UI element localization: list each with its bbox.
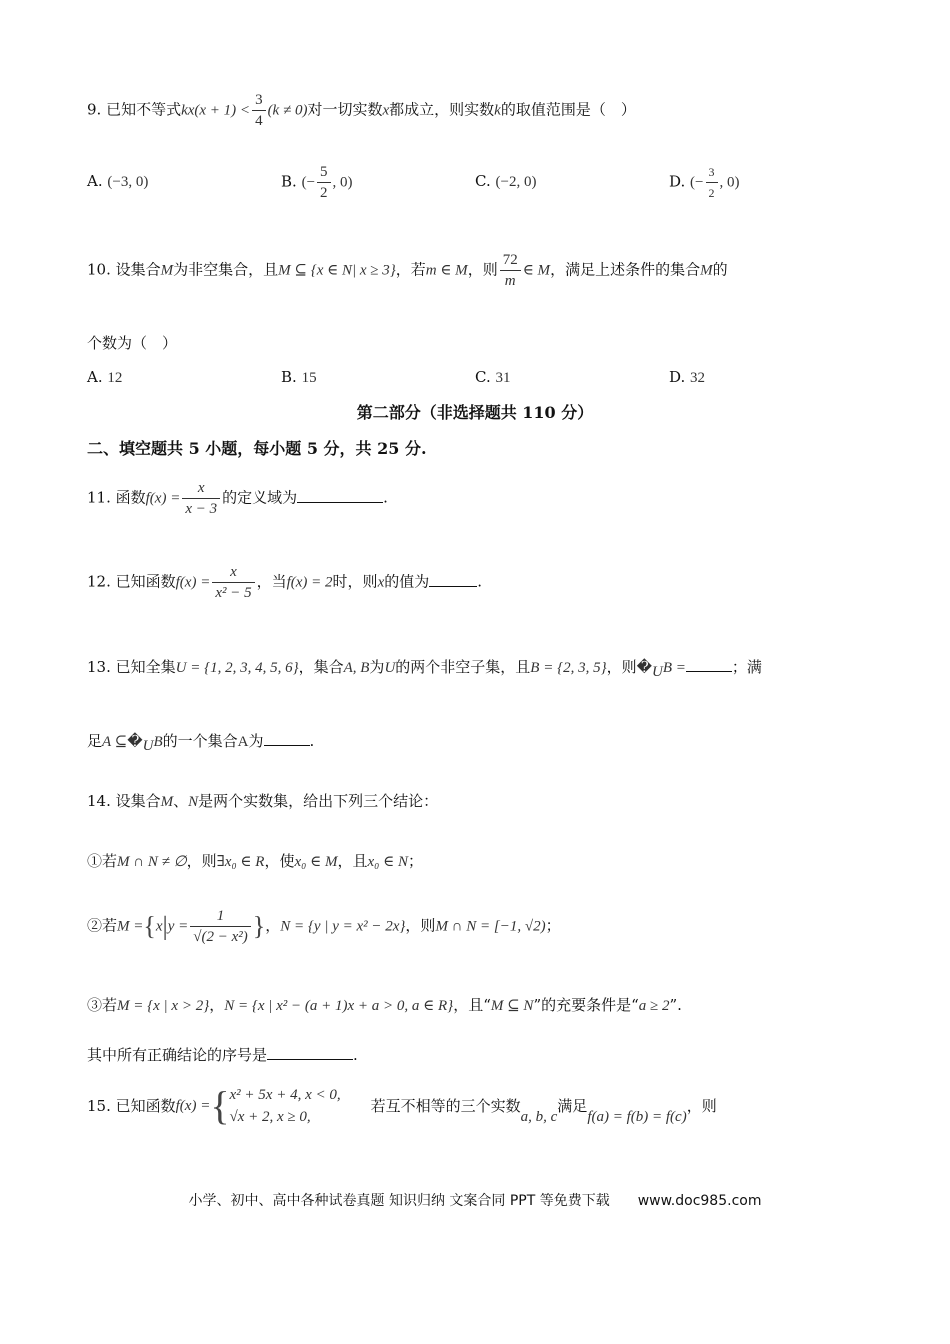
- q11-fraction: $\frac{x}{x - 3}$: [182, 478, 220, 519]
- q11-answer-blank[interactable]: [297, 488, 383, 503]
- q10-set: M ⊆ {x ∈ N| x ≥ 3}: [278, 262, 396, 279]
- question-12: 12. 已知函数f(x) = $\frac{x}{\text{x² − 5}}$ ，当f(x) = 2时，则x的值为 .: [87, 564, 483, 601]
- q12-text3: 的值为: [384, 572, 430, 591]
- q10-line2: 个数为（ ）: [87, 334, 178, 352]
- q10-text4: ，满足上述条件的集合: [550, 260, 701, 279]
- q13-text2: 为: [369, 658, 385, 676]
- q11-suffix: 的定义域为: [222, 488, 298, 507]
- q9-fraction: $\frac{3}{4}$: [252, 90, 266, 131]
- q12-fraction: $\frac{x}{\text{x² − 5}}$: [212, 562, 254, 603]
- q9-option-a: A. (−3, 0): [87, 172, 149, 190]
- q12-answer-blank[interactable]: [429, 572, 477, 587]
- part2-title: 第二部分（非选择题共 110 分）: [356, 403, 594, 422]
- question-13: 13. 已知全集U = {1, 2, 3, 4, 5, 6}，集合A, B为U的两个非空子集，且B = {2, 3, 5}，则$�_UB$ = ；满: [87, 658, 762, 680]
- q12-var: x: [377, 574, 385, 591]
- q12-text1: ，当: [256, 572, 287, 591]
- question-11: 11. 函数f(x) = $\frac{x}{x - 3}$ 的定义域为 .: [87, 480, 388, 517]
- question-9: [87, 90, 636, 131]
- q13-complement-b: B =: [662, 660, 686, 676]
- q10-option-d: D. 32: [669, 368, 706, 386]
- q14-tail: 其中所有正确结论的序号是 .: [87, 1046, 358, 1064]
- q13-text3: 的两个非空子集，且: [395, 658, 531, 676]
- q13-text1: ，集合: [298, 658, 344, 676]
- q13-line2: 足A $⊆�_UB$的一个集合A为 .: [87, 732, 315, 754]
- q9-prefix: 9. 已知不等式: [87, 100, 182, 119]
- q9-var-k: k: [494, 102, 501, 119]
- q9-option-b: B. (− $\frac{5}{2}$ , 0): [281, 164, 353, 201]
- q13-set-b: B = {2, 3, 5}: [530, 660, 607, 676]
- q13-text5: ；满: [731, 658, 762, 676]
- q10-cond: m ∈ M: [425, 262, 468, 279]
- q13-text4: ，则: [606, 658, 637, 676]
- q9-expr-right: (k ≠ 0): [267, 102, 308, 119]
- question-10: [87, 250, 728, 291]
- q15-piecewise: x² + 5x + 4, x < 0, √x + 2, x ≥ 0,: [229, 1087, 341, 1125]
- q13-universal-set: U = {1, 2, 3, 4, 5, 6}: [175, 660, 299, 676]
- q10-option-c: C. 31: [475, 368, 511, 386]
- q9-text1: 对一切实数: [307, 100, 383, 119]
- q14-statement-2: ②若M ={x|y = $\frac{1}{\text{√(2 − x²)}}$ }，N = {y | y = x² − 2x}，则M ∩ N = [−1, √2)；: [87, 908, 561, 945]
- q10-option-b: B. 15: [281, 368, 317, 386]
- q10-text2: ，若: [395, 260, 426, 279]
- q9-var-x: x: [382, 102, 390, 119]
- q10-var-m-2: M: [700, 262, 713, 279]
- q13-u: U: [384, 660, 396, 676]
- q9-option-c: C. (−2, 0): [475, 172, 537, 190]
- q13-answer-blank-2[interactable]: [264, 731, 310, 746]
- q14-statement-1: ①若M ∩ N ≠ ∅，则∃x₀ ∈ R，使x₀ ∈ M，且x₀ ∈ N；: [87, 852, 423, 870]
- q12-cond: f(x) = 2: [286, 574, 333, 591]
- q13-answer-blank-1[interactable]: [686, 657, 732, 672]
- footer: 小学、初中、高中各种试卷真题 知识归纳 文案合同 PPT 等免费下载 www.doc985.com: [188, 1193, 762, 1209]
- section2-title: 二、填空题共 5 小题，每小题 5 分，共 25 分.: [87, 439, 427, 458]
- q12-prefix: 12. 已知函数: [87, 572, 176, 591]
- q9-text3: 的取值范围是（ ）: [500, 100, 636, 119]
- q11-func: f(x) =: [145, 490, 181, 507]
- q13-complement-symbol-2: �: [127, 734, 143, 750]
- q14-statement-3: ③若M = {x | x > 2}，N = {x | x² − (a + 1)x + a > 0, a ∈ R}，且“M ⊆ N”的充要条件是“a ≥ 2”.: [87, 996, 682, 1014]
- q10-text1: 为非空集合，且: [173, 260, 279, 279]
- q14-answer-blank[interactable]: [267, 1045, 353, 1060]
- q10-fraction: $\frac{72}{m}$: [500, 250, 521, 291]
- question-14: 14. 设集合M、N是两个实数集，给出下列三个结论：: [87, 792, 439, 810]
- q9-option-d: D. (− $\frac{3}{2}$ , 0): [669, 162, 740, 203]
- q13-ab: A, B: [343, 660, 370, 676]
- q13-subset: A ⊆: [102, 734, 128, 750]
- q14-m: M: [160, 794, 174, 810]
- q9-expr-left: kx(x + 1) <: [181, 102, 251, 119]
- q12-func: f(x) =: [175, 574, 211, 591]
- q13-complement-symbol: �: [636, 660, 652, 676]
- q14-n: N: [188, 794, 199, 810]
- q10-var-m: M: [160, 262, 174, 279]
- q9-text2: 都成立，则实数: [389, 100, 495, 119]
- q12-text2: 时，则: [332, 572, 378, 591]
- q10-text5: 的: [712, 260, 728, 279]
- q10-text3: ，则: [467, 260, 498, 279]
- question-15: 15. 已知函数f(x) ={ x² + 5x + 4, x < 0, √x + 2, x ≥ 0, 若互不相等的三个实数a, b, c满足f(a) = f(b) = f(c)，则: [87, 1083, 717, 1128]
- q10-prefix: 10. 设集合: [87, 260, 161, 279]
- q13-prefix: 13. 已知全集: [87, 658, 176, 676]
- q10-in-m: ∈ M: [522, 262, 551, 279]
- q11-prefix: 11. 函数: [87, 488, 146, 507]
- q13-set-a: A: [237, 734, 249, 750]
- q10-option-a: A. 12: [87, 368, 123, 386]
